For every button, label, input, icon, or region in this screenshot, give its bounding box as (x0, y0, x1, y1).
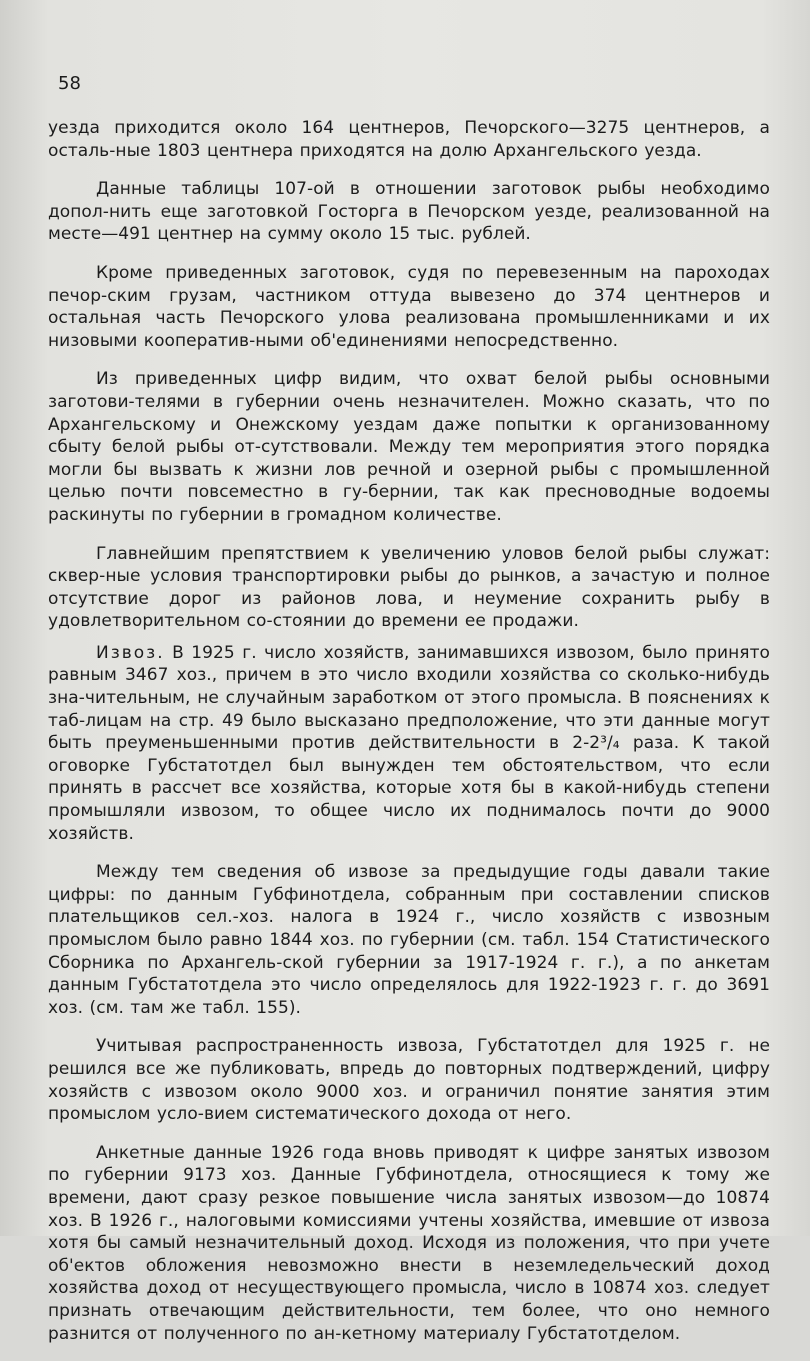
paragraph-1: уезда приходится около 164 центнеров, Печорского—3275 центнеров, а осталь-ные 1803 центнера приходятся на долю Архангельского уезда. (48, 118, 770, 161)
paragraph-9: Анкетные данные 1926 года вновь приводят к цифре занятых извозом по губернии 9173 хоз. Данные Губфинотдела, относящиеся к тому же времени, дают сразу резкое повышение числа занятых извозом—до 10874 хоз. В 1926 г., налоговыми комиссиями учтены хозяйства, имевшие от извоза хотя бы самый незначительный доход. Исходя из положения, что при учете об'ектов обложения невозможно внести в неземледельческий доход хозяйства доход от несуществующего промысла, число в 10874 хоз. следует признать отвечающим действительности, тем более, что оно немного разнится от полученного по ан-кетному материалу Губстатотделом. (48, 1142, 770, 1344)
paragraph-3: Кроме приведенных заготовок, судя по перевезенным на пароходах печор-ским грузам, частником оттуда вывезено до 374 центнеров и остальная часть Печорского улова реализована промышленниками и их низовыми кооператив-ными об'единениями непосредственно. (48, 262, 770, 351)
izvoz-heading: Извоз. (96, 642, 165, 663)
paragraph-7: Между тем сведения об извозе за предыдущие годы давали такие цифры: по данным Губфинотдела, собранным при составлении списков плательщиков сел.-хоз. налога в 1924 г., число хозяйств с извозным промыслом было равно 1844 хоз. по губернии (см. табл. 154 Статистического Сборника по Архангель-ской губернии за 1917-1924 г. г.), а по анкетам данным Губстатотдела это число определялось для 1922-1923 г. г. до 3691 хоз. (см. там же табл. 155). (48, 862, 770, 1018)
page-number: 58 (58, 73, 81, 94)
paragraph-4: Из приведенных цифр видим, что охват белой рыбы основными заготови-телями в губернии очень незначителен. Можно сказать, что по Архангельскому и Онежскому уездам даже попытки к организованному сбыту белой рыбы от-сутствовали. Между тем мероприятия этого порядка могли бы вызвать к жизни лов речной и озерной рыбы с промышленной целью почти повсеместно в гу-бернии, так как пресноводные водоемы раскинуты по губернии в громадном количестве. (48, 369, 770, 525)
paragraph-2: Данные таблицы 107-ой в отношении заготовок рыбы необходимо допол-нить еще заготовкой Госторга в Печорском уезде, реализованной на месте—491 центнер на сумму около 15 тыс. рублей. (48, 179, 770, 245)
body-text (48, 117, 770, 1361)
paragraph-5: Главнейшим препятствием к увеличению уловов белой рыбы служат: сквер-ные условия транспортировки рыбы до рынков, а зачастую и полное отсутствие дорог из районов лова, и неумение сохранить рыбу в удовлетворительном со-стоянии до времени ее продажи. (48, 543, 770, 632)
paragraph-izvoz (48, 642, 770, 845)
paragraph-8: Учитывая распространенность извоза, Губстатотдел для 1925 г. не решился все же публиковать, впредь до повторных подтверждений, цифру хозяйств с извозом около 9000 хоз. и ограничил понятие занятия этим промыслом усло-вием систематического дохода от него. (48, 1036, 770, 1125)
izvoz-text: В 1925 г. число хозяйств, занимавшихся извозом, было принято равным 3467 хоз., причем в это число входили хозяйства со сколько-нибудь зна-чительным, не случайным заработком от этого промысла. В пояснениях к таб-лицам на стр. 49 было высказано предположение, что эти данные могут быть преуменьшенными против действительности в 2-2³/₄ раза. К такой оговорке Губстатотдел был вынужден тем обстоятельством, что если принять в рассчет все хозяйства, которые хотя бы в какой-нибудь степени промышляли извозом, то общее число их поднималось почти до 9000 хозяйств. (48, 642, 770, 844)
